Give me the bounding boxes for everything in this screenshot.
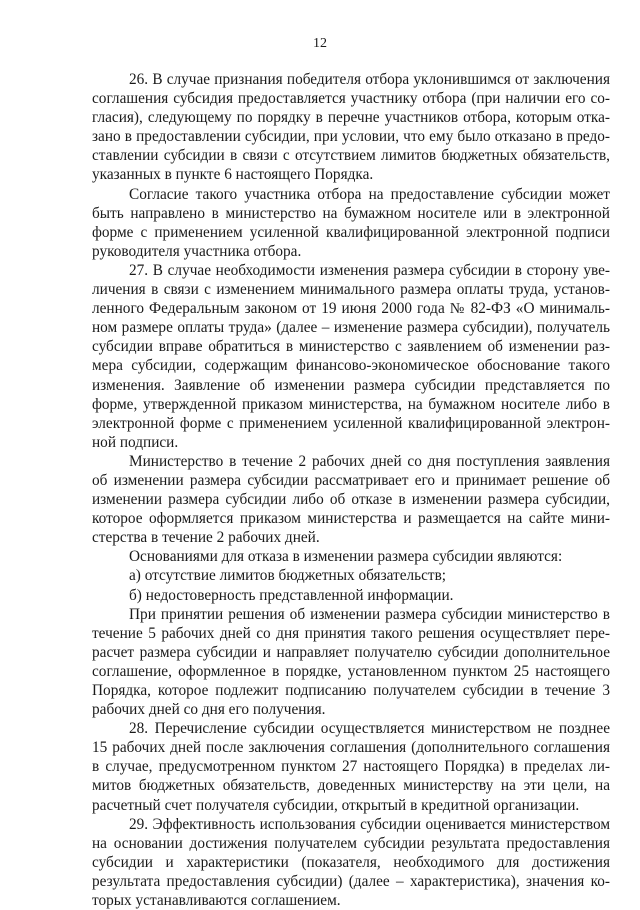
paragraph-item-a: а) отсутствие лимитов бюджетных обязательств;	[129, 567, 447, 585]
document-body	[92, 70, 610, 910]
paragraph-refusal-grounds: Основаниями для отказа в изменении размера субсидии являются:	[129, 548, 563, 566]
paragraph-recalculation: При принятии решения об изменении размера субсидии министерство в течение 5 рабочих дней со дня принятия такого решения осуществляет перерасчет размера субсидии и направляет получателю субсидии дополнительное соглашение, оформленное в порядке, установленном пунктом 25 настоящего Порядка, которое подлежит подписанию получателем субсидии в течение 3 рабочих дней со дня его получения.	[92, 605, 610, 719]
paragraph-27: 27. В случае необходимости изменения размера субсидии в сторону увеличения в связи с изменением минимального размера оплаты труда, установленного Федеральным законом от 19 июня 2000 года № 82-ФЗ «О минимальном размере оплаты труда» (далее – изменение размера субсидии), получатель субсидии вправе обратиться в министерство с заявлением об изменении размера субсидии, содержащим финансово-экономическое обоснование такого изменения. Заявление об изменении размера субсидии представляется по форме, утвержденной приказом министерства, на бумажном носителе либо в электронной форме с применением усиленной квалифицированной электронной подписи.	[92, 261, 610, 451]
paragraph-28: 28. Перечисление субсидии осуществляется министерством не позднее 15 рабочих дней после заключения соглашения (дополнительного соглашения в случае, предусмотренном пунктом 27 настоящего Порядка) в пределах лимитов бюджетных обязательств, доведенных министерству на эти цели, на расчетный счет получателя субсидии, открытый в кредитной организации.	[92, 720, 610, 814]
paragraph-item-b: б) недостоверность представленной информации.	[129, 586, 454, 604]
paragraph-26: 26. В случае признания победителя отбора уклонившимся от заключения соглашения субсидия предоставляется участнику отбора (при наличии его согласия), следующему по порядку в перечне участников отбора, которым отказано в предоставлении субсидии, при условии, что ему было отказано в предоставлении субсидии в связи с отсутствием лимитов бюджетных обязательств, указанных в пункте 6 настоящего Порядка.	[92, 71, 610, 184]
paragraph-ministry-review: Министерство в течение 2 рабочих дней со дня поступления заявления об изменении размера субсидии рассматривает его и принимает решение об изменении размера субсидии либо об отказе в изменении размера субсидии, которое оформляется приказом министерства и размещается на сайте министерства в течение 2 рабочих дней.	[92, 452, 610, 547]
page-number: 12	[313, 36, 327, 51]
paragraph-29: 29. Эффективность использования субсидии оценивается министерством на основании достижения получателем субсидии результата предоставления субсидии и характеристики (показателя, необходимого для достижения результата предоставления субсидии) (далее – характеристика), значения которых устанавливаются соглашением.	[92, 815, 610, 910]
paragraph-consent: Согласие такого участника отбора на предоставление субсидии может быть направлено в министерство на бумажном носителе или в электронной форме с применением усиленной квалифицированной электронной подписи руководителя участника отбора.	[92, 185, 610, 260]
